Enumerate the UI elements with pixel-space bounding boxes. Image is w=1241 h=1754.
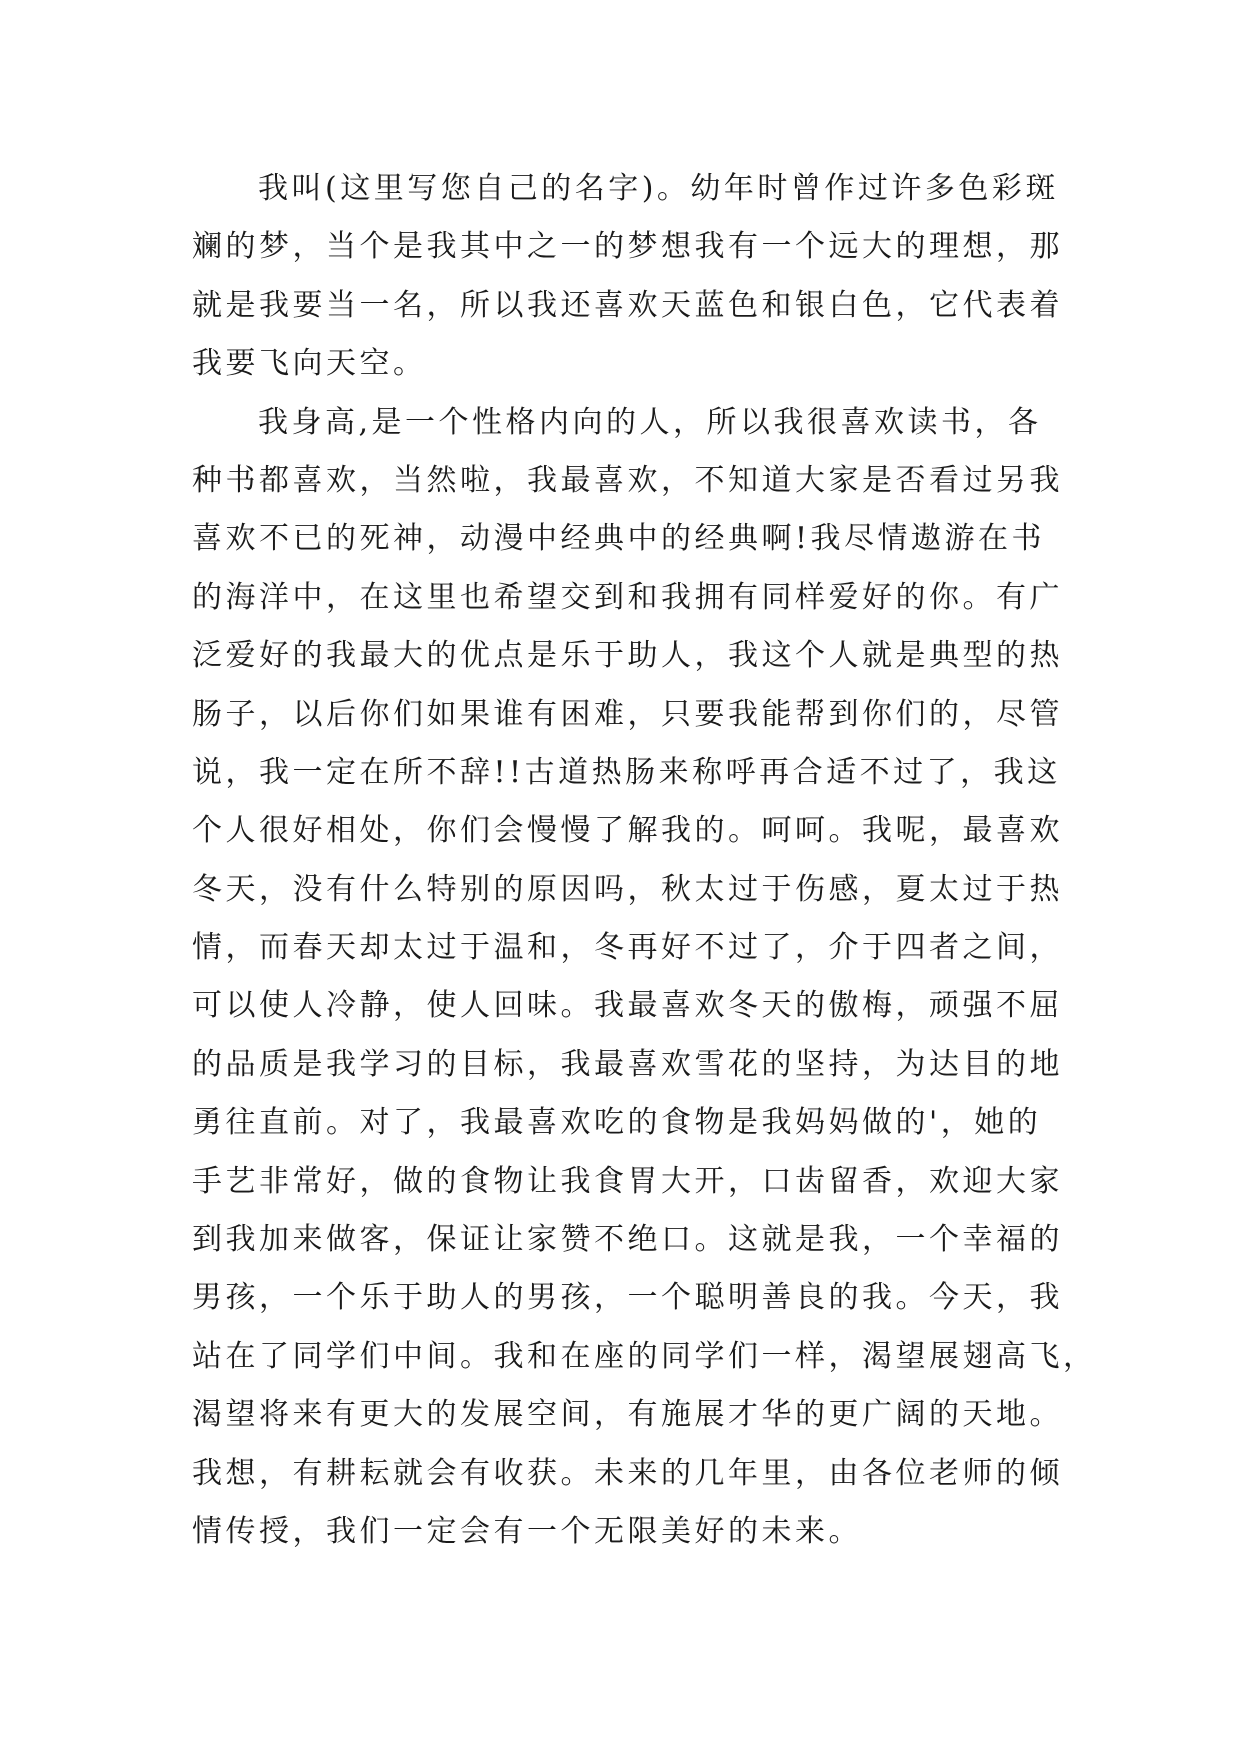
paragraph-line: 情传授，我们一定会有一个无限美好的未来。	[192, 1513, 862, 1549]
document-body	[192, 160, 1097, 1561]
paragraph-line: 肠子，以后你们如果谁有困难，只要我能帮到你们的，尽管	[192, 696, 1063, 732]
paragraph-line: 泛爱好的我最大的优点是乐于助人，我这个人就是典型的热	[192, 638, 1063, 674]
paragraph-1	[192, 160, 1072, 394]
paragraph-line: 手艺非常好，做的食物让我食胃大开，口齿留香，欢迎大家	[192, 1163, 1063, 1199]
paragraph-line: 斓的梦，当个是我其中之一的梦想我有一个远大的理想，那	[192, 229, 1063, 265]
paragraph-line: 冬天，没有什么特别的原因吗，秋太过于伤感，夏太过于热	[192, 871, 1063, 907]
paragraph-line: 可以使人冷静，使人回味。我最喜欢冬天的傲梅，顽强不屈	[192, 988, 1063, 1024]
paragraph-line: 情，而春天却太过于温和，冬再好不过了，介于四者之间，	[192, 930, 1063, 966]
paragraph-2	[192, 394, 1097, 1562]
paragraph-line: 我身高,是一个性格内向的人，所以我很喜欢读书，各	[258, 404, 1042, 440]
paragraph-line: 我叫(这里写您自己的名字)。幼年时曾作过许多色彩斑	[258, 171, 1059, 206]
paragraph-line: 种书都喜欢，当然啦，我最喜欢，不知道大家是否看过另我	[192, 462, 1063, 498]
paragraph-line: 到我加来做客，保证让家赞不绝口。这就是我，一个幸福的	[192, 1222, 1063, 1258]
paragraph-line: 喜欢不已的死神，动漫中经典中的经典啊!我尽情遨游在书	[192, 521, 1046, 557]
paragraph-line: 渴望将来有更大的发展空间，有施展才华的更广阔的天地。	[192, 1397, 1063, 1433]
paragraph-line: 勇往直前。对了，我最喜欢吃的食物是我妈妈做的'，她的	[192, 1105, 1042, 1141]
paragraph-line: 男孩，一个乐于助人的男孩，一个聪明善良的我。今天，我	[192, 1280, 1063, 1316]
paragraph-line: 个人很好相处，你们会慢慢了解我的。呵呵。我呢，最喜欢	[192, 813, 1063, 849]
paragraph-line: 的品质是我学习的目标，我最喜欢雪花的坚持，为达目的地	[192, 1046, 1063, 1082]
paragraph-line: 说，我一定在所不辞!!古道热肠来称呼再合适不过了，我这	[192, 754, 1061, 790]
paragraph-line: 我要飞向天空。	[192, 346, 427, 382]
paragraph-line: 站在了同学们中间。我和在座的同学们一样，渴望展翅高飞，	[192, 1338, 1097, 1374]
paragraph-line: 的海洋中，在这里也希望交到和我拥有同样爱好的你。有广	[192, 579, 1063, 615]
paragraph-line: 就是我要当一名，所以我还喜欢天蓝色和银白色，它代表着	[192, 287, 1063, 323]
paragraph-line: 我想，有耕耘就会有收获。未来的几年里，由各位老师的倾	[192, 1455, 1063, 1491]
